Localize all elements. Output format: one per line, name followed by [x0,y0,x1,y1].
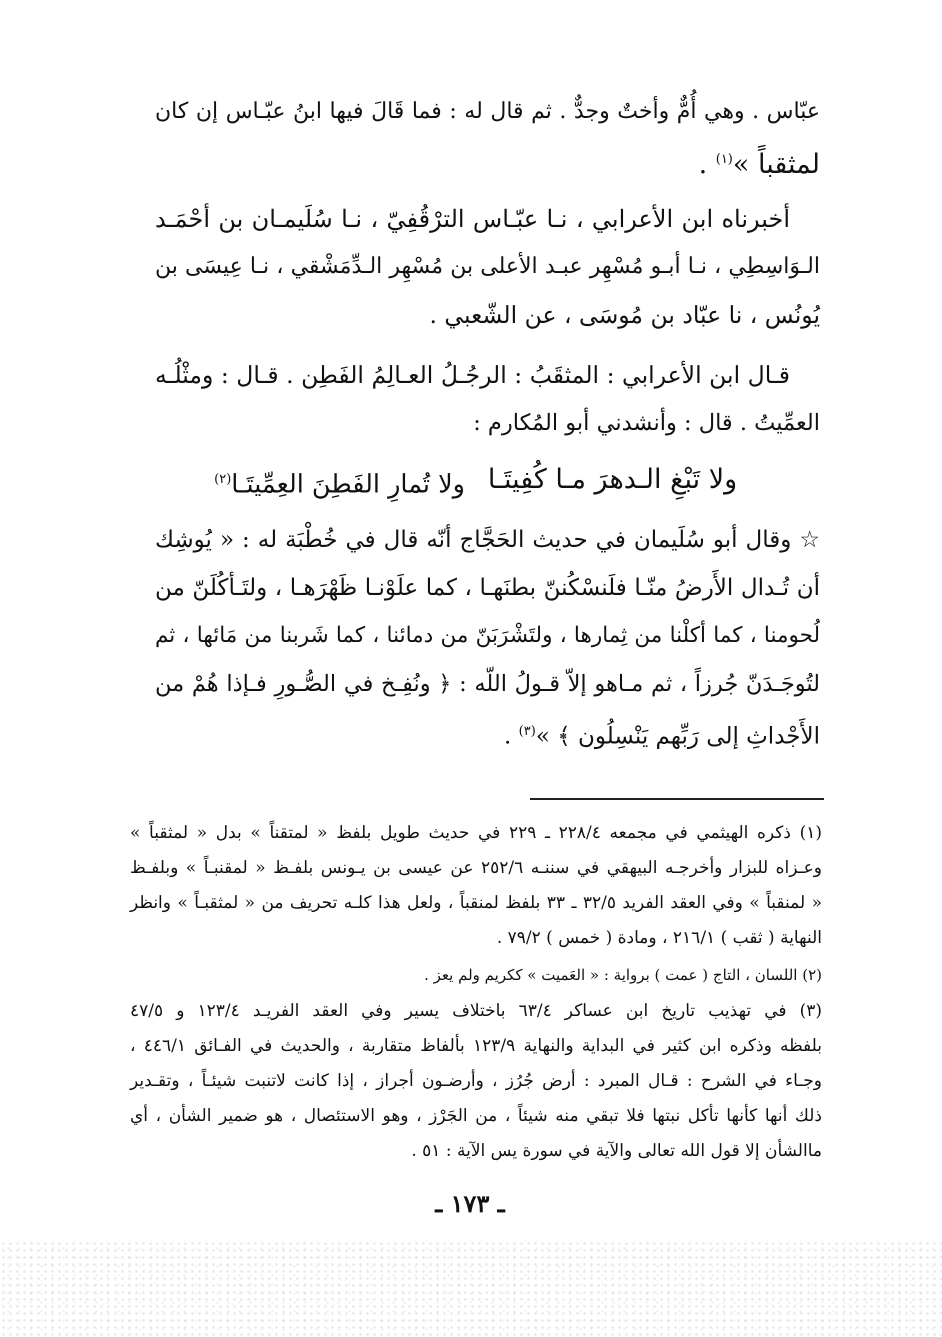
footnote-ref-2: (٢) [214,472,232,487]
verse-left-hemistich: ولا تُمارِ الفَطِنَ العِمِّيتَـا [231,469,465,500]
verse-left-hemistich-wrap [215,458,465,502]
text-line-9: أن تُـدال الأَرضُ منّـا فلَنسْكُننّ بطنَهـا ، كما علَوْنـا ظَهْرَهـا ، ولتَـأكُلَنّ من [155,575,820,601]
text-line-12-tail: . [504,723,519,750]
footnote-ref-3: (٣) [518,724,536,739]
footnote-line-2: وعـزاه للبزار وأخرجـه البيهقي في سننـه ٢٥٢/٦ عن عيسى بن يـونس بلفـظ « لمقنبـاً » وبلفـظ [130,858,822,878]
text-line-3: أخبرناه ابن الأعرابي ، نـا عبّـاس الترْقُفِيّ ، نـا سُلَيمـان بن أحْمَـد [155,205,790,233]
text-line-7: العمِّيتُ . قال : وأنشدني أبو المُكارم : [473,410,820,436]
footnote-line-1: (١) ذكره الهيثمي في مجمعه ٢٢٨/٤ ـ ٢٢٩ في حديث طويل بلفظ « لمتقناً » بدل « لمثقباً » [130,823,823,843]
text-line-2-tail: . [698,149,716,180]
footnote-line-9: ذلك أنها كأنها تأكل نبتها فلا تبقي منه شيئاً ، من الجَرْز ، وهو الاستئصال ، هو ضمير الشأن ، أي [130,1106,822,1126]
text-line-10: لُحومنا ، كما أكلْنا من ثِمارها ، ولتَشْرَبَنّ من دمائنا ، كما شَربنا من مَائها ، ثم [155,623,820,648]
footnote-line-8: وجـاء في الشرح : قـال المبرد : أرض جُرُز ، وأرضـون أجراز ، إذا كانت لاتنبت شيئـاً ، وتقـدير [130,1071,822,1091]
footnote-line-3: « لمنقباً » وفي العقد الفريد ٣٢/٥ ـ ٣٣ بلفظ لمنقباً ، ولعل هذا كلـه تحريف من « لمثقبـاً » وانظر [130,893,822,913]
text-line-8: ☆ وقال أبو سُلَيمان في حديث الحَجَّاج أنّه قال في خُطْبَة له : « يُوشِك [155,527,820,553]
text-line-2-body: لمثقباً » [732,149,820,180]
footnote-line-7: بلفظه وذكره ابن كثير في البداية والنهاية ١٢٣/٩ بألفاظ متقاربة ، والحديث في الفـائق ٤٤٦/١ ، [130,1036,823,1056]
scan-noise [0,1240,942,1337]
text-line-2 [600,138,820,182]
footnote-divider [530,798,824,800]
footnote-line-5: (٢) اللسان ، التاج ( عمت ) برواية : « العَميت » ككريم ولم يعز . [424,966,822,984]
footnote-line-10: ماالشأن إلا قول الله تعالى والآية في سورة يس الآية : ٥١ . [411,1141,822,1161]
text-line-12-body: الأَجْداثِ إلى رَبِّهم يَنْسِلُون ﴾ » [535,723,820,750]
footnote-ref-1: (١) [715,152,733,167]
footnote-line-4: النهاية ( ثقب ) ٢١٦/١ ، ومادة ( خمس ) ٧٩/٢ . [496,928,822,948]
verse-right-hemistich: ولا تَبْغِ الـدهرَ مـا كُفِيتَـا [487,464,738,495]
text-line-12 [500,710,820,754]
footnote-line-6: (٣) في تهذيب تاريخ ابن عساكر ٦٣/٤ باختلاف يسير وفي العقد الفريـد ١٢٣/٤ و ٤٧/٥ [130,1001,823,1021]
text-line-4: الـوَاسِطِي ، نـا أبـو مُسْهِر عبـد الأعلى بن مُسْهِر الـدِّمَشْقي ، نـا عِيسَى بن [155,254,820,279]
text-line-1: عبّاس . وهي أُمٌّ وأختٌ وجدٌّ . ثم قال له : فما قَالَ فيها ابنُ عبّـاس إن كان [155,99,820,124]
page-number: ـ ١٧٣ ـ [435,1189,505,1218]
text-line-11: لتُوجَـدَنّ جُرزاً ، ثم مـاهو إلاّ قـولُ اللّه : ﴿ ونُفِـخ في الصُّـورِ فـإذا هُمْ من [155,671,820,697]
text-line-6: قـال ابن الأعرابي : المثقَبُ : الرجُـلُ العـالِمُ الفَطِن . قـال : ومثْلُـه [155,361,790,389]
text-line-5: يُونُس ، نا عبّاد بن مُوسَى ، عن الشّعبي . [429,301,820,329]
